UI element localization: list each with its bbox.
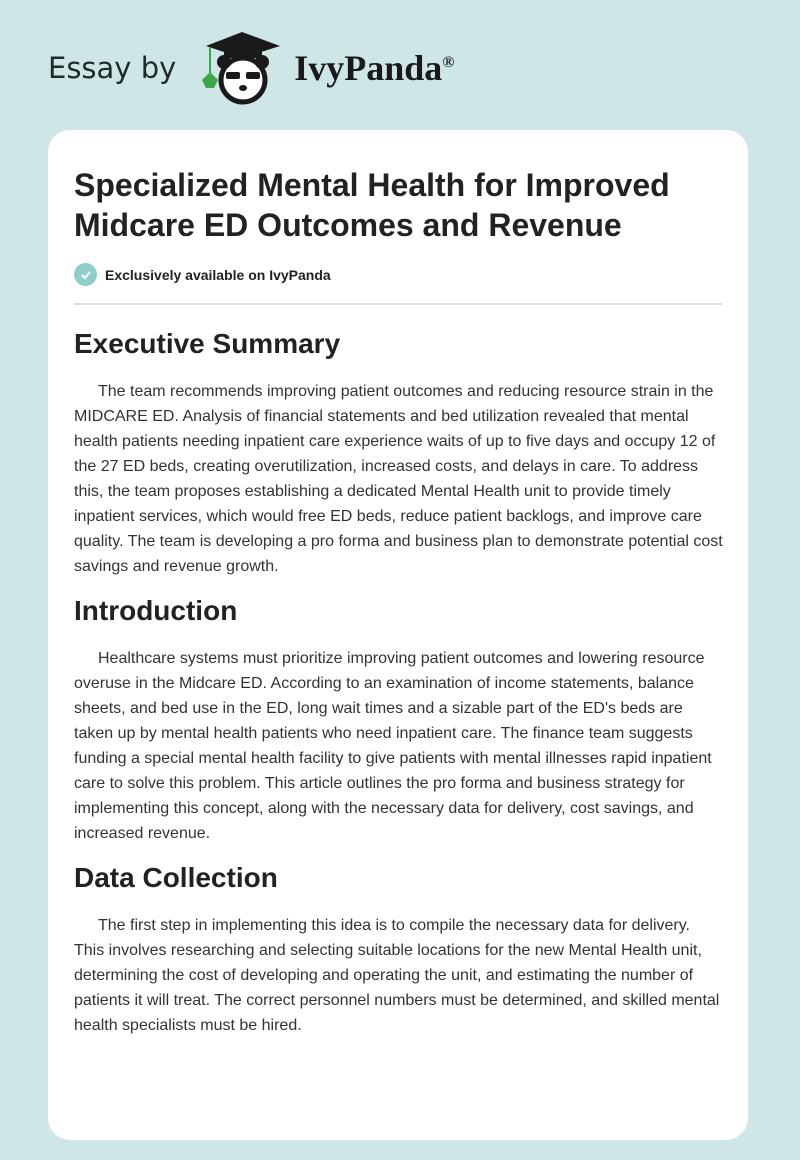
section-paragraph: The first step in implementing this idea is to compile the necessary data for delivery. This involves researching and selecting suitable locations for the new Mental Health unit, determining the cost of developing and operating the unit, and estimating the number of patients it will treat. The correct personnel numbers must be determined, and skilled mental health specialists must be hired. <box>74 917 720 1034</box>
page-title: Specialized Mental Health for Improved Midcare ED Outcomes and Revenue <box>74 167 670 243</box>
brand-text: IvyPanda <box>294 48 443 88</box>
panda-logo-icon[interactable] <box>196 28 286 108</box>
section-paragraph: Healthcare systems must prioritize improving patient outcomes and lowering resource overuse in the Midcare ED. According to an examination of income statements, balance sheets, and bed use in the ED, long wait times and a sizable part of the ED's beds are taken up by mental health patients who need inpatient care. The finance team suggests funding a special mental health facility to give patients with mental illnesses rapid inpatient care to solve this problem. This article outlines the pro forma and business strategy for implementing this concept, along with the necessary data for delivery, cost savings, and increased revenue. <box>74 650 712 842</box>
registered-mark: ® <box>442 54 455 71</box>
article-card <box>48 130 748 1140</box>
check-icon <box>74 263 97 286</box>
site-header <box>48 28 454 108</box>
badge-text: Exclusively available on IvyPanda <box>105 266 331 283</box>
section-heading: Data Collection <box>74 862 278 893</box>
exclusive-badge <box>74 263 331 286</box>
brand-name[interactable] <box>294 47 454 89</box>
section-heading: Introduction <box>74 595 238 626</box>
section-heading: Executive Summary <box>74 328 341 359</box>
essay-by-label: Essay by <box>48 51 177 85</box>
section-paragraph: The team recommends improving patient outcomes and reducing resource strain in the MIDCARE ED. Analysis of financial statements and bed utilization revealed that mental health patients needing inpatient care experience waits of up to five days and occupy 12 of the 27 ED beds, creating overutilization, increased costs, and delays in care. To address this, the team proposes establishing a dedicated Mental Health unit to provide timely inpatient services, which would free ED beds, reduce patient backlogs, and improve care quality. The team is developing a pro forma and business plan to demonstrate potential cost savings and revenue growth. <box>74 383 723 575</box>
divider <box>74 303 722 305</box>
article-body <box>74 320 724 1052</box>
